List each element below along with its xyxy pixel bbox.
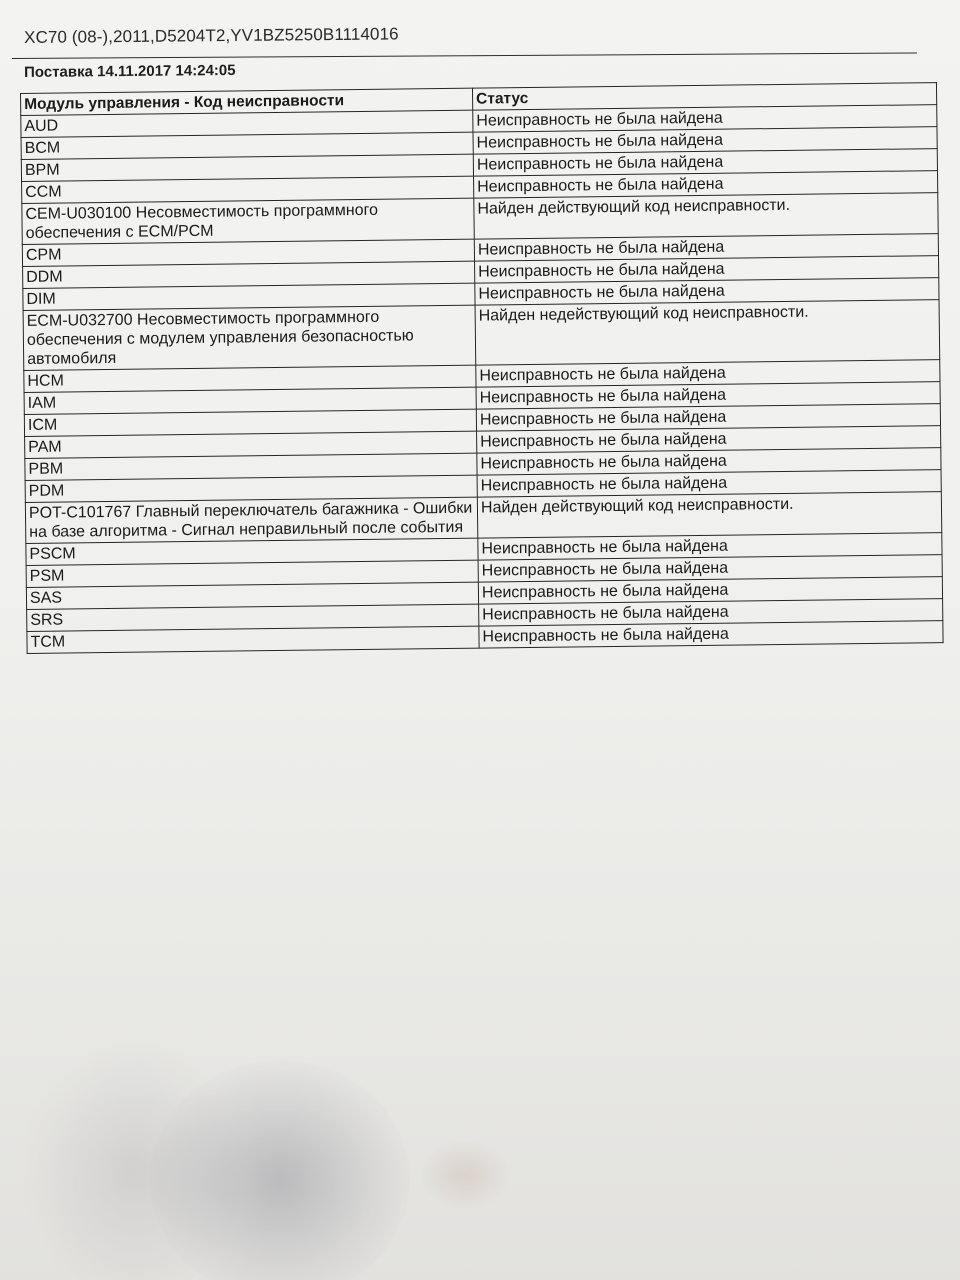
module-cell: AUD — [21, 110, 473, 137]
module-cell: PSM — [26, 560, 478, 587]
module-cell: CCM — [22, 176, 474, 203]
module-cell: BCM — [21, 132, 473, 159]
module-cell: SRS — [27, 604, 479, 631]
module-cell: PBM — [25, 453, 477, 480]
status-cell: Неисправность не была найдена — [476, 360, 940, 388]
finger-shadow-core — [150, 1060, 410, 1280]
status-cell: Неисправность не была найдена — [479, 599, 943, 627]
module-cell: PAM — [25, 431, 477, 458]
module-cell: CPM — [22, 239, 474, 266]
vehicle-info: XC70 (08-),2011,D5204T2,YV1BZ5250B1114016 — [24, 24, 399, 47]
status-cell: Найден действующий код неисправности. — [477, 492, 941, 539]
header-divider — [12, 52, 917, 59]
module-cell: ICM — [24, 409, 476, 436]
dtc-report — [20, 82, 944, 654]
status-cell: Неисправность не была найдена — [477, 448, 941, 476]
column-header-status: Статус — [472, 83, 936, 111]
module-cell: CEM-U030100 Несовместимость программного обеспечения с ECM/PCM — [22, 198, 474, 244]
status-cell: Неисправность не была найдена — [478, 577, 942, 605]
module-cell: SAS — [26, 582, 478, 609]
module-cell: PSCM — [26, 538, 478, 565]
table-row — [23, 300, 940, 371]
module-cell: POT-C101767 Главный переключатель багажника - Ошибки на базе алгоритма - Сигнал неправильный после события — [25, 497, 477, 543]
status-cell: Неисправность не была найдена — [475, 256, 939, 284]
status-cell: Неисправность не была найдена — [478, 555, 942, 583]
status-cell: Неисправность не была найдена — [473, 105, 937, 133]
dtc-table — [20, 82, 944, 654]
status-cell: Неисправность не была найдена — [476, 382, 940, 410]
module-cell: TCM — [27, 626, 479, 653]
status-cell: Неисправность не была найдена — [474, 234, 938, 262]
status-cell: Найден действующий код неисправности. — [474, 193, 938, 240]
delivery-timestamp: Поставка 14.11.2017 14:24:05 — [24, 61, 236, 81]
module-cell: IAM — [24, 387, 476, 414]
module-cell: ECM-U032700 Несовместимость программного обеспечения с модулем управления безопасностью автомобиля — [23, 305, 476, 370]
finger-shadow — [20, 1040, 250, 1280]
status-cell: Неисправность не была найдена — [479, 621, 943, 649]
module-cell: DDM — [23, 261, 475, 288]
status-cell: Неисправность не была найдена — [473, 149, 937, 177]
module-cell: PDM — [25, 475, 477, 502]
status-cell: Неисправность не была найдена — [477, 426, 941, 454]
column-header-module: Модуль управления - Код неисправности — [21, 88, 473, 115]
status-cell: Неисправность не была найдена — [473, 127, 937, 155]
module-cell: BPM — [21, 154, 473, 181]
module-cell: HCM — [24, 365, 476, 392]
status-cell: Неисправность не была найдена — [478, 533, 942, 561]
paper-stain — [420, 1140, 510, 1210]
status-cell: Неисправность не была найдена — [474, 171, 938, 199]
status-cell: Неисправность не была найдена — [477, 470, 941, 498]
status-cell: Неисправность не была найдена — [476, 404, 940, 432]
status-cell: Неисправность не была найдена — [475, 278, 939, 306]
module-cell: DIM — [23, 283, 475, 310]
status-cell: Найден недействующий код неисправности. — [475, 300, 940, 366]
